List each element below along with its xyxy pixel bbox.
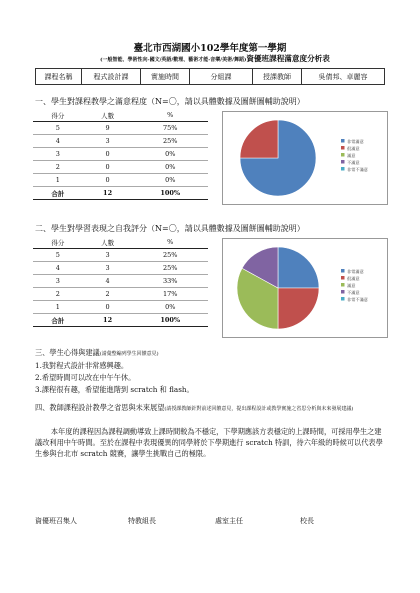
- legend-swatch: [341, 283, 345, 287]
- pie-svg: [223, 239, 387, 337]
- table-row: [33, 301, 208, 314]
- teacher-label: 授課教師: [253, 69, 302, 85]
- legend-swatch: [341, 167, 345, 171]
- cell-percent: 0%: [132, 148, 208, 161]
- self-evaluation-table: [33, 236, 208, 327]
- table-row: [33, 275, 208, 288]
- section4-note: (請授課教師針對前述回饋意見，提出課程設計或教學實施之省思分析與未來發展建議): [164, 406, 354, 412]
- cell-percent: 0%: [132, 301, 208, 314]
- cell-score: 1: [33, 174, 83, 187]
- signature-principal: 校長: [300, 517, 314, 525]
- signature-special-ed-head: 特教組長: [128, 517, 156, 525]
- legend-label: 很滿意: [347, 145, 360, 151]
- cell-percent: 17%: [132, 288, 208, 301]
- cell-score: 3: [33, 148, 83, 161]
- col-score: 得分: [33, 109, 83, 122]
- table-row: [33, 262, 208, 275]
- legend-swatch: [341, 153, 345, 157]
- cell-percent: 75%: [132, 122, 208, 135]
- section4-heading: 四、教師課程設計教學之省思與未來展望: [35, 403, 165, 412]
- legend-label: 非常不滿意: [347, 166, 368, 172]
- table-total-row: [33, 314, 208, 327]
- teacher-value: 吳倩邦、卓麗容: [302, 69, 385, 85]
- page-title: 臺北市西湖國小102學年度第一學期: [133, 43, 287, 54]
- cell-score: 4: [33, 135, 83, 148]
- table-row: [33, 135, 208, 148]
- legend-label: 滿意: [347, 282, 356, 288]
- table-row: [33, 288, 208, 301]
- page-subtitle: [30, 53, 400, 64]
- cell-total-count: 12: [83, 314, 133, 327]
- self-evaluation-pie-chart: [222, 238, 388, 338]
- table-row: [33, 161, 208, 174]
- schedule-label: 實施時間: [141, 69, 190, 85]
- signature-coordinator: 資優班召集人: [35, 517, 77, 525]
- cell-total-percent: 100%: [132, 314, 208, 327]
- legend-label: 非常滿意: [347, 138, 364, 144]
- section4-heading-line: [35, 402, 385, 415]
- cell-score: 4: [33, 262, 83, 275]
- satisfaction-table: [33, 109, 208, 200]
- col-count: 人數: [83, 236, 133, 249]
- cell-total-label: 合計: [33, 314, 83, 327]
- cell-total-count: 12: [83, 187, 133, 200]
- section3-note: (請彙整編列學生回饋意見): [99, 351, 159, 357]
- cell-percent: 0%: [132, 174, 208, 187]
- col-percent: %: [132, 109, 208, 122]
- col-count: 人數: [83, 109, 133, 122]
- schedule-value: 分組課: [190, 69, 253, 85]
- legend-swatch: [341, 146, 345, 150]
- cell-score: 2: [33, 288, 83, 301]
- legend-label: 非常不滿意: [347, 296, 368, 302]
- pie-svg: [223, 112, 387, 204]
- cell-count: 0: [83, 301, 133, 314]
- signature-director: 處室主任: [215, 517, 243, 525]
- cell-count: 9: [83, 122, 133, 135]
- legend-swatch: [341, 160, 345, 164]
- section3-heading-line: [35, 348, 159, 358]
- table-row: [33, 249, 208, 262]
- cell-count: 3: [83, 135, 133, 148]
- feedback-item: 3.課程很有趣，希望能進階到 scratch 和 flash。: [35, 385, 194, 394]
- cell-count: 4: [83, 275, 133, 288]
- cell-count: 0: [83, 148, 133, 161]
- legend-swatch: [341, 269, 345, 273]
- legend-swatch: [341, 290, 345, 294]
- cell-count: 2: [83, 288, 133, 301]
- cell-percent: 25%: [132, 135, 208, 148]
- cell-score: 2: [33, 161, 83, 174]
- cell-percent: 0%: [132, 161, 208, 174]
- legend-label: 不滿意: [347, 289, 360, 295]
- legend-swatch: [341, 139, 345, 143]
- legend-label: 非常滿意: [347, 268, 364, 274]
- cell-score: 1: [33, 301, 83, 314]
- section3-heading: 三、學生心得與建議: [35, 348, 100, 357]
- table-total-row: [33, 187, 208, 200]
- table-row: [33, 148, 208, 161]
- course-name-label: 課程名稱: [36, 69, 82, 85]
- cell-percent: 25%: [132, 262, 208, 275]
- pie-slice-2: [240, 120, 278, 158]
- cell-percent: 33%: [132, 275, 208, 288]
- legend-label: 滿意: [347, 152, 356, 158]
- table-row: [33, 174, 208, 187]
- pie-slice-2: [278, 288, 319, 329]
- col-score: 得分: [33, 236, 83, 249]
- cell-score: 3: [33, 275, 83, 288]
- table-row: [33, 122, 208, 135]
- feedback-item: 1.我對程式設計非常感興趣。: [35, 361, 129, 370]
- pie-slice-1: [278, 247, 319, 288]
- legend-label: 很滿意: [347, 275, 360, 281]
- course-info-table: [35, 68, 385, 85]
- section1-heading: 一、學生對課程教學之滿意程度（N=〇，請以具體數據及圖餅圖輔助說明）: [35, 97, 305, 106]
- cell-score: 5: [33, 122, 83, 135]
- legend-swatch: [341, 297, 345, 301]
- cell-percent: 25%: [132, 249, 208, 262]
- cell-count: 3: [83, 262, 133, 275]
- cell-total-label: 合計: [33, 187, 83, 200]
- col-percent: %: [132, 236, 208, 249]
- cell-count: 0: [83, 174, 133, 187]
- cell-total-percent: 100%: [132, 187, 208, 200]
- cell-count: 0: [83, 161, 133, 174]
- reflection-paragraph: 本年度的課程因為課程調動導致上課時間較為不穩定，下學期應該方表穩定的上課時間，可採用學生之建議改利用中午時間。至於在課程中表現優異的同學將於下學期進行 scratch 特訓，待六年級的時候可以代表學生參與台北市 scratch 競賽，讓學生挑戰自己的極限。: [35, 427, 383, 458]
- section2-heading: 二、學生對學習表現之自我評分（N=〇，請以具體數據及圖餅圖輔助說明）: [35, 224, 305, 233]
- cell-count: 3: [83, 249, 133, 262]
- feedback-item: 2.希望時間可以改在中午午休。: [35, 373, 136, 382]
- subtitle-categories: (一般智能、學術性向-國文/英語/數理、藝術才能-音樂/美術/舞蹈): [100, 57, 247, 63]
- course-name-value: 程式設計課: [82, 69, 141, 85]
- legend-swatch: [341, 276, 345, 280]
- subtitle-main: 資優班課程滿意度分析表: [246, 54, 330, 63]
- satisfaction-pie-chart: [222, 111, 388, 205]
- legend-label: 不滿意: [347, 159, 360, 165]
- cell-score: 5: [33, 249, 83, 262]
